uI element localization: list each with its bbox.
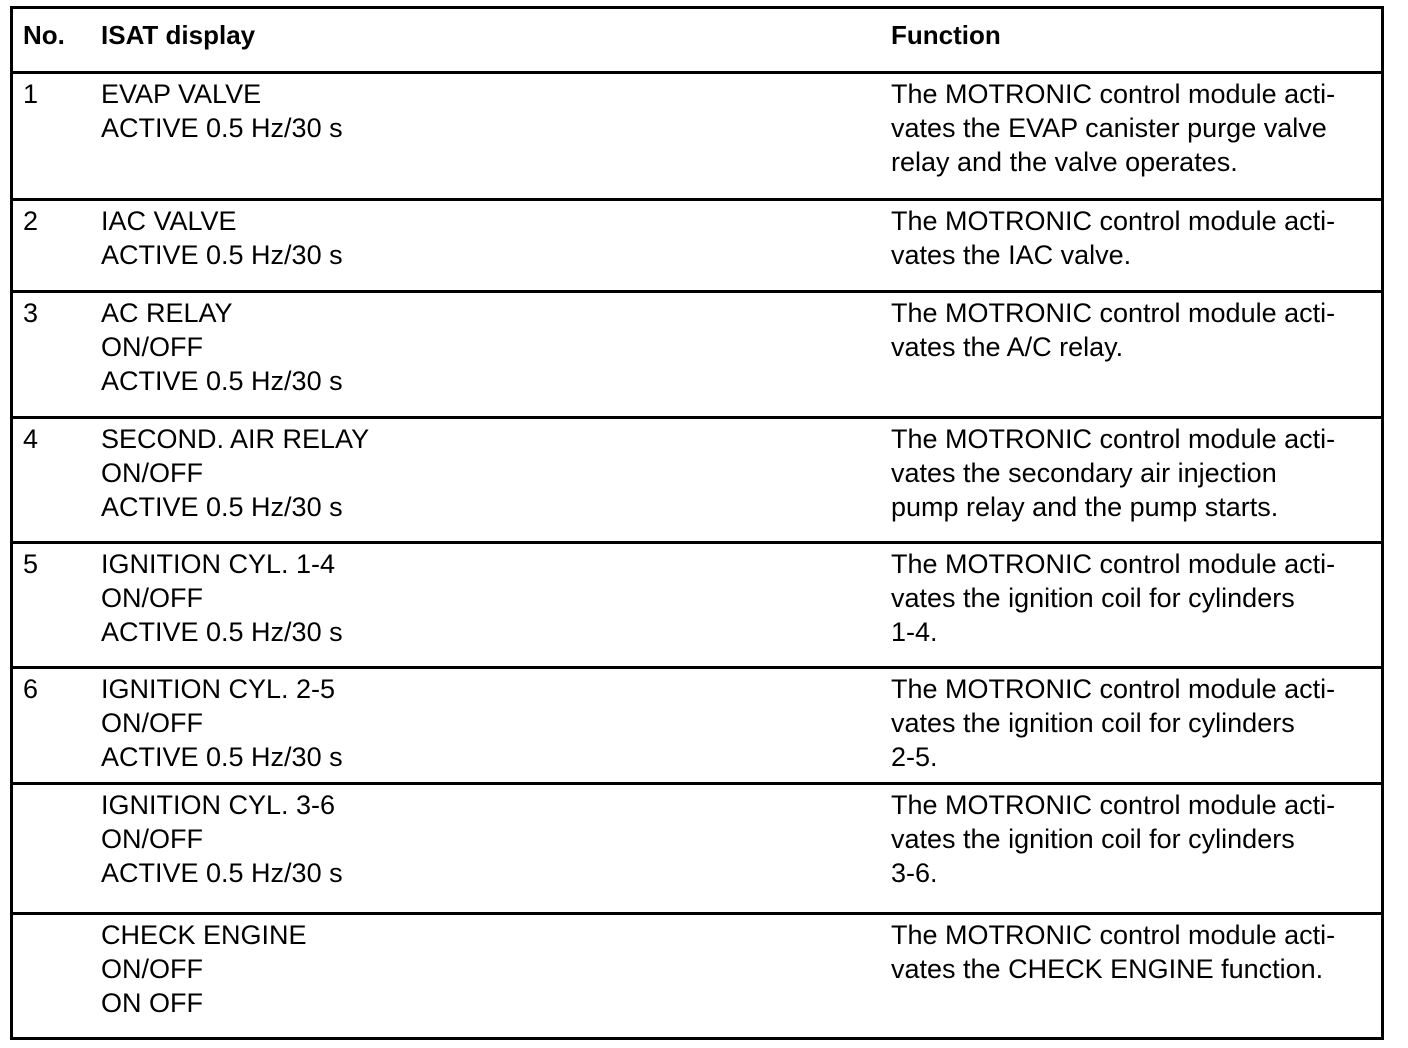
row-number: 5 <box>23 549 39 579</box>
table-row <box>13 74 1381 201</box>
header-no: No. <box>23 20 65 50</box>
row-isat-display: IGNITION CYL. 2-5 ON/OFF ACTIVE 0.5 Hz/30 s <box>101 674 343 772</box>
row-function: The MOTRONIC control module acti- vates the CHECK ENGINE function. <box>891 920 1336 984</box>
table-row <box>13 201 1381 293</box>
header-function: Function <box>891 20 1001 50</box>
row-function: The MOTRONIC control module acti- vates the IAC valve. <box>891 206 1336 270</box>
table-row <box>13 915 1381 1037</box>
table-row <box>13 669 1381 785</box>
row-number: 6 <box>23 674 39 704</box>
row-isat-display: EVAP VALVE ACTIVE 0.5 Hz/30 s <box>101 79 343 143</box>
row-function: The MOTRONIC control module acti- vates the ignition coil for cylinders 1-4. <box>891 549 1336 647</box>
row-number: 4 <box>23 424 39 454</box>
table-row <box>13 544 1381 669</box>
row-isat-display: AC RELAY ON/OFF ACTIVE 0.5 Hz/30 s <box>101 298 343 396</box>
row-function: The MOTRONIC control module acti- vates the ignition coil for cylinders 2-5. <box>891 674 1336 772</box>
row-function: The MOTRONIC control module acti- vates the A/C relay. <box>891 298 1336 362</box>
table-header-row <box>13 9 1381 74</box>
row-isat-display: IGNITION CYL. 1-4 ON/OFF ACTIVE 0.5 Hz/30 s <box>101 549 343 647</box>
row-isat-display: IAC VALVE ACTIVE 0.5 Hz/30 s <box>101 206 343 270</box>
isat-table <box>10 6 1384 1040</box>
row-function: The MOTRONIC control module acti- vates the ignition coil for cylinders 3-6. <box>891 790 1336 888</box>
row-isat-display: IGNITION CYL. 3-6 ON/OFF ACTIVE 0.5 Hz/30 s <box>101 790 343 888</box>
row-function: The MOTRONIC control module acti- vates the secondary air injection pump relay and the pump starts. <box>891 424 1336 522</box>
table-row <box>13 785 1381 915</box>
row-number: 3 <box>23 298 39 328</box>
row-number: 1 <box>23 79 39 109</box>
row-function: The MOTRONIC control module acti- vates the EVAP canister purge valve relay and the valve operates. <box>891 79 1336 177</box>
row-number: 2 <box>23 206 39 236</box>
row-isat-display: SECOND. AIR RELAY ON/OFF ACTIVE 0.5 Hz/30 s <box>101 424 370 522</box>
table-row <box>13 419 1381 544</box>
header-isat-display: ISAT display <box>101 20 256 50</box>
table-row <box>13 293 1381 419</box>
row-isat-display: CHECK ENGINE ON/OFF ON OFF <box>101 920 307 1018</box>
